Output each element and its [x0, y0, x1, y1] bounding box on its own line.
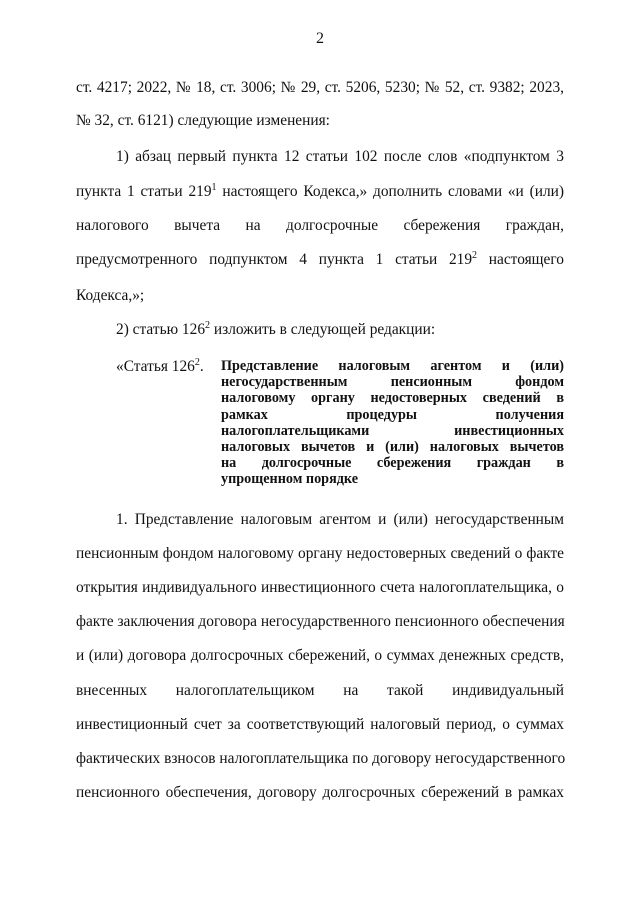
item1-line-4-part-a: предусмотренного подпунктом 4 пункта 1 статьи 219: [76, 251, 473, 268]
item2-line: [116, 320, 564, 340]
paragraph1-line-8: фактических взносов налогоплательщика по договору негосударственного: [76, 750, 566, 767]
paragraph1-line-4: факте заключения договора негосударственного пенсионного обеспечения: [76, 613, 565, 630]
paragraph1-line-7: инвестиционный счет за соответствующий налоговый период, о суммах: [76, 716, 564, 733]
article-title-line-7: на долгосрочные сбережения граждан в: [221, 455, 564, 472]
article-label: [116, 357, 204, 377]
article-title-line-6: налоговых вычетов и (или) налоговых вычетов: [221, 439, 564, 456]
item2-part-a: 2) статью 126: [116, 321, 206, 338]
paragraph1-line-9: пенсионного обеспечения, договору долгосрочных сбережений в рамках: [76, 784, 564, 801]
item1-line-2-superscript: 1: [211, 181, 217, 193]
item1-line-1: 1) абзац первый пункта 12 статьи 102 после слов «подпунктом 3: [116, 148, 564, 165]
item2-superscript: 2: [205, 319, 211, 331]
article-label-part-a: «Статья 126: [116, 358, 195, 375]
intro-line-2: № 32, ст. 6121) следующие изменения:: [76, 112, 330, 129]
item2-part-b: изложить в следующей редакции:: [210, 321, 436, 338]
article-title-line-2: негосударственным пенсионным фондом: [221, 374, 564, 391]
item1-line-4-part-b: настоящего: [477, 251, 564, 268]
article-title-line-8: упрощенном порядке: [221, 471, 359, 488]
item1-line-4: [76, 250, 564, 270]
paragraph1-line-3: открытия индивидуального инвестиционного счета налогоплательщика, о: [76, 579, 564, 596]
paragraph1-line-5: и (или) договора долгосрочных сбережений, о суммах денежных средств,: [76, 647, 564, 664]
article-title-line-3: налоговому органу недостоверных сведений в: [221, 390, 564, 407]
article-label-part-b: .: [199, 358, 204, 375]
item1-line-3: налогового вычета на долгосрочные сбережения граждан,: [76, 217, 564, 234]
article-title-line-5: налогоплательщиками инвестиционных: [221, 422, 564, 439]
article-title-line-1: Представление налоговым агентом и (или): [221, 358, 564, 374]
paragraph1-line-1: 1. Представление налоговым агентом и (или) негосударственным: [116, 511, 564, 528]
article-title: [221, 358, 564, 488]
article-title-line-4: рамках процедуры получения: [221, 406, 564, 423]
intro-line-1: ст. 4217; 2022, № 18, ст. 3006; № 29, ст. 5206, 5230; № 52, ст. 9382; 2023,: [76, 79, 564, 96]
item1-line-5: Кодекса,»;: [76, 287, 145, 304]
item1-line-2-part-b: настоящего Кодекса,» дополнить словами «и (или): [216, 183, 564, 200]
item1-line-2: [76, 182, 564, 202]
paragraph1-line-2: пенсионным фондом налоговому органу недостоверных сведений о факте: [76, 545, 564, 562]
item1-line-2-part-a: пункта 1 статьи 219: [76, 183, 212, 200]
article-label-superscript: 2: [194, 356, 200, 368]
page-number: 2: [316, 30, 324, 47]
paragraph1-line-6: внесенных налогоплательщиком на такой индивидуальный: [76, 682, 564, 699]
item1-line-4-superscript: 2: [472, 249, 478, 261]
